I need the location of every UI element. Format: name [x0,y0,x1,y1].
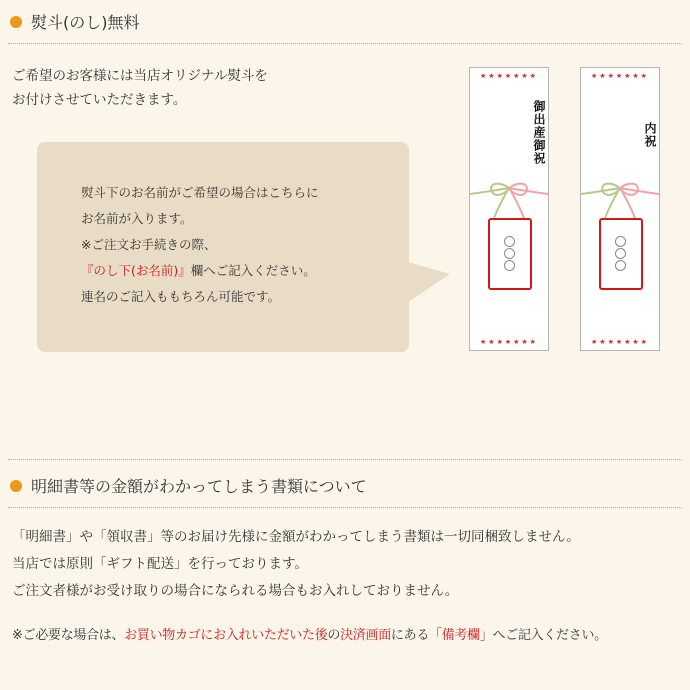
orange-bullet-icon [10,16,22,28]
noshi-label: 御出産御祝 [532,100,546,165]
star-border-bottom: ★★★★★★★ [591,338,649,346]
orange-bullet-icon [10,480,22,492]
bubble-text: 熨斗下のお名前がご希望の場合はこちらに お名前が入ります。 ※ご注文お手続きの際、 『のし下(お名前)』欄へご記入ください。 連名のご記入ももちろん可能です。 [81,185,319,304]
speech-bubble [37,142,409,352]
section-title: 明細書等の金額がわかってしまう書類について [31,477,367,496]
star-border-top: ★★★★★★★ [480,72,538,80]
name-placeholder-icon [615,236,627,272]
speech-bubble-tail [408,262,450,302]
name-placeholder-icon [504,236,516,272]
star-border-bottom: ★★★★★★★ [480,338,538,346]
divider [8,507,682,508]
name-box [599,218,643,290]
mizuhiki-icon [581,180,659,220]
star-border-top: ★★★★★★★ [591,72,649,80]
noshi-sample-uchiiwai [580,67,660,351]
highlight-text: 『のし下(お名前)』 [81,263,191,278]
noshi-label: 内祝 [643,122,657,148]
section-heading-invoice [10,474,367,497]
invoice-text: 「明細書」や「領収書」等のお届け先様に金額がわかってしまう書類は一切同梱致しません。 当店では原則「ギフト配送」を行っております。 ご注文者様がお受け取りの場合になられる場合もお入れしておりません。 [12,529,580,599]
noshi-sample-shussan [469,67,549,351]
divider [8,43,682,44]
divider [8,459,682,460]
invoice-note: ※ご必要な場合は、お買い物カゴにお入れいただいた後の決済画面にある「備考欄」へご記入ください。 [12,628,607,643]
name-box [488,218,532,290]
section-title: 熨斗(のし)無料 [31,13,140,32]
intro-text: ご希望のお客様には当店オリジナル熨斗を お付けさせていただきます。 [12,68,268,108]
section-heading-noshi [10,10,140,33]
mizuhiki-icon [470,180,548,220]
